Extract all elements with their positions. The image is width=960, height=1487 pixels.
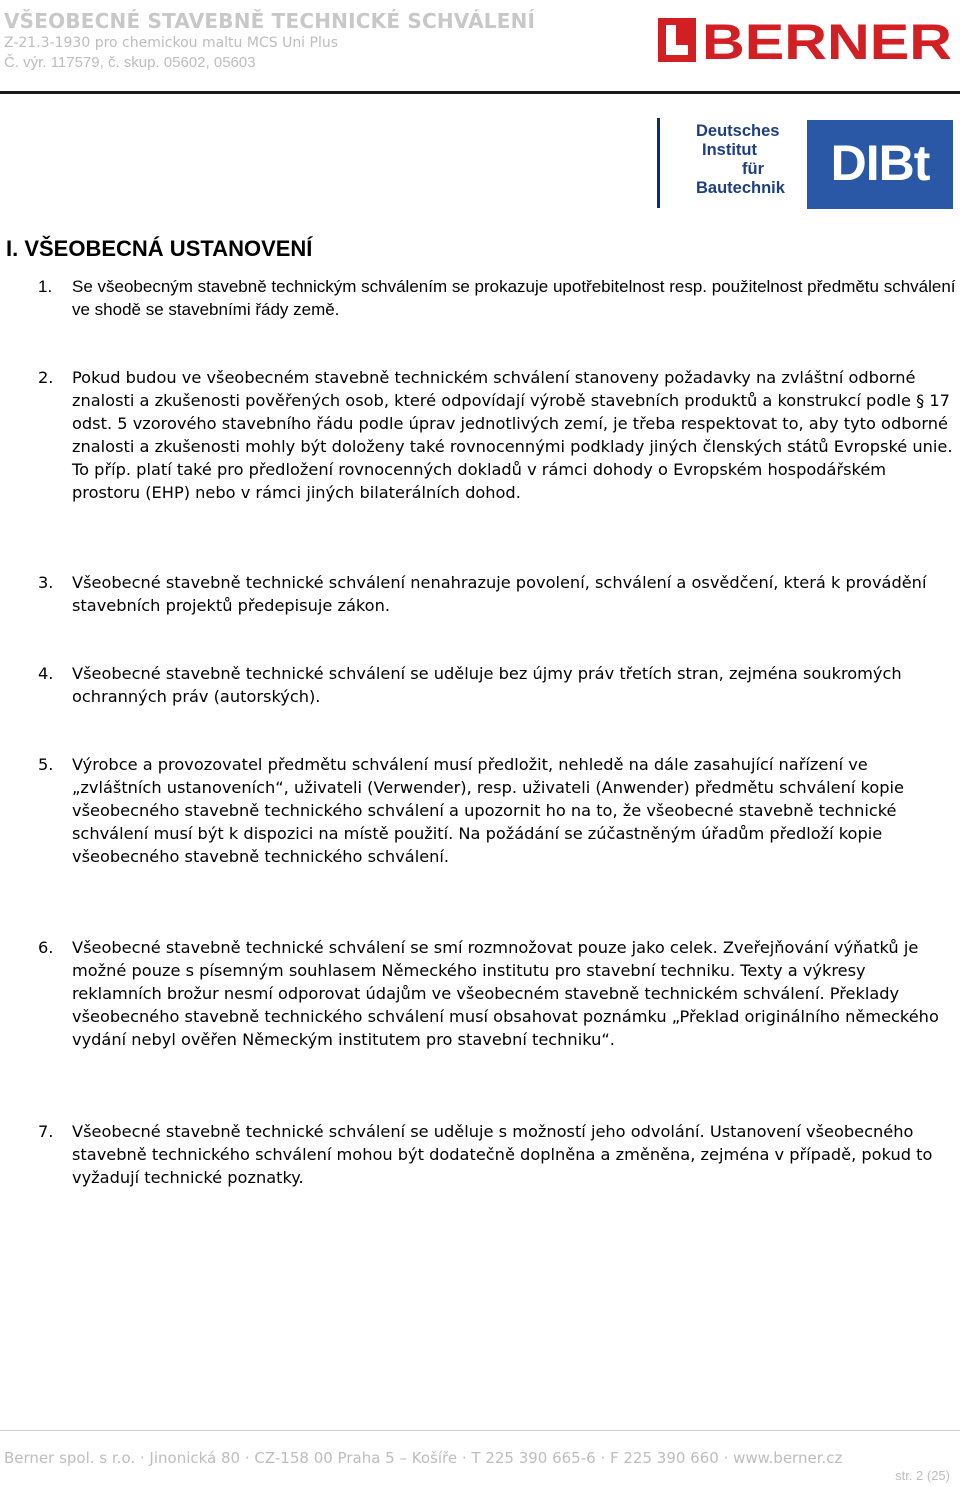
footer-divider (0, 1430, 960, 1431)
institute-name-line4: Bautechnik (696, 179, 785, 197)
list-item (38, 662, 956, 708)
list-item-number: 5. (38, 755, 54, 774)
list-item (38, 936, 956, 1051)
institute-name-line3: für (742, 160, 764, 178)
dibt-logo-text: DIBt (830, 135, 930, 191)
header-divider (0, 91, 960, 94)
berner-logo-text: BERNER (702, 18, 952, 62)
institute-name (696, 122, 785, 198)
dibt-logo (807, 120, 953, 209)
institute-name-line2: Institut (702, 141, 757, 159)
list-item (38, 571, 956, 617)
list-item (38, 366, 956, 504)
list-item-text: Pokud budou ve všeobecném stavebně technickém schválení stanoveny požadavky na zvláštní odborné znalosti a zkušenosti pověřených osob, které odpovídají výrobě stavebních produktů a konstrukcí podle § 17 odst. 5 vzorového stavebního řádu podle úprav jednotlivých zemí, je třeba respektovat to, aby tyto odborné znalosti a zkušenosti mohly být doloženy také rovnocennými podklady jiných členských států Evropské unie. To příp. platí také pro předložení rovnocenných dokladů v rámci dohody o Evropském hospodářském prostoru (EHP) nebo v rámci jiných bilaterálních dohod. (72, 368, 953, 502)
list-item-text: Se všeobecným stavebně technickým schválením se prokazuje upotřebitelnost resp. použitelnost předmětu schválení ve shodě se stavebními řády země. (72, 277, 956, 319)
list-item (38, 753, 956, 868)
list-item-number: 4. (38, 664, 54, 683)
berner-logo (658, 18, 954, 62)
footer-address: Berner spol. s r.o. · Jinonická 80 · CZ-158 00 Praha 5 – Košíře · T 225 390 665-6 · F 225 390 660 · www.berner.cz (4, 1449, 843, 1467)
list-item-text: Všeobecné stavebně technické schválení se smí rozmnožovat pouze jako celek. Zveřejňování výňatků je možné pouze s písemným souhlasem Německého institutu pro stavební techniku. Texty a výkresy reklamních brožur nesmí odporovat údajům ve všeobecném stavebně technickém schválení. Překlady všeobecného stavebně technického schválení musí obsahovat poznámku „Překlad originálního německého vydání nebyl ověřen Německým institutem pro stavební techniku“. (72, 938, 939, 1049)
institute-name-line1: Deutsches (696, 122, 780, 140)
list-item-number: 6. (38, 938, 54, 957)
list-item-text: Výrobce a provozovatel předmětu schválení musí předložit, nehledě na dále zasahující nařízení ve „zvláštních ustanoveních“, uživateli (Verwender), resp. uživateli (Anwender) předmětu schválení kopie všeobecného stavebně technického schválení a upozornit ho na to, že všeobecné stavebně technické schválení musí být k dispozici na místě použití. Na požádání se zúčastněným úřadům předloží kopie všeobecného stavebně technického schválení. (72, 755, 904, 866)
list-item-text: Všeobecné stavebně technické schválení se uděluje s možností jeho odvolání. Ustanovení všeobecného stavebně technického schválení mohou být dodatečně doplněna a změněna, zejména v případě, pokud to vyžadují technické poznatky. (72, 1122, 933, 1187)
approval-number: Z-21.3-1930 pro chemickou maltu MCS Uni Plus (4, 35, 339, 51)
list-item-text: Všeobecné stavebně technické schválení nenahrazuje povolení, schválení a osvědčení, která k provádění stavebních projektů předepisuje zákon. (72, 573, 927, 615)
list-item-text: Všeobecné stavebně technické schválení se uděluje bez újmy práv třetích stran, zejména soukromých ochranných práv (autorských). (72, 664, 902, 706)
section-title: I. VŠEOBECNÁ USTANOVENÍ (6, 236, 313, 261)
list-item-number: 2. (38, 368, 54, 387)
institute-divider (657, 118, 660, 208)
document-title: VŠEOBECNÉ STAVEBNĚ TECHNICKÉ SCHVÁLENÍ (4, 9, 536, 33)
list-item-number: 1. (38, 277, 53, 296)
list-item (38, 275, 956, 321)
product-number: Č. výr. 117579, č. skup. 05602, 05603 (4, 54, 256, 71)
list-item-number: 7. (38, 1122, 54, 1141)
list-item-number: 3. (38, 573, 54, 592)
list-item (38, 1120, 956, 1189)
page-number: str. 2 (25) (895, 1468, 950, 1483)
